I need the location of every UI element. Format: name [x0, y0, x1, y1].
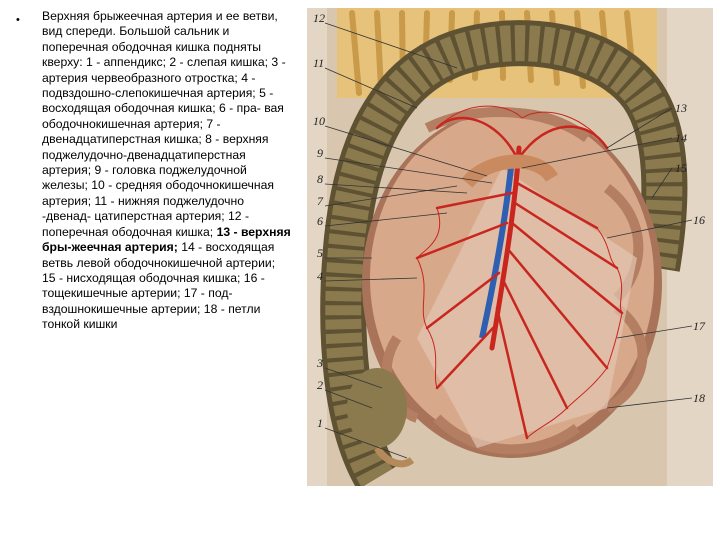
- label-9: 9: [317, 146, 323, 160]
- label-16: 16: [693, 213, 705, 227]
- label-14: 14: [675, 131, 687, 145]
- label-17: 17: [693, 319, 705, 333]
- label-3: 3: [317, 356, 323, 370]
- label-6: 6: [317, 214, 323, 228]
- label-8: 8: [317, 172, 323, 186]
- cecum: [347, 368, 407, 448]
- mesenteric-artery-drawing: [307, 8, 713, 486]
- label-2: 2: [317, 378, 323, 392]
- bullet: •: [16, 14, 20, 26]
- label-4: 4: [317, 269, 323, 283]
- label-15: 15: [675, 161, 687, 175]
- label-18: 18: [693, 391, 705, 405]
- label-12: 12: [313, 11, 325, 25]
- label-1: 1: [317, 416, 323, 430]
- caption-bold-item-13: 13 - верхняя бры-жеечная артерия;: [42, 224, 291, 255]
- figure-caption: [42, 9, 292, 333]
- caption-text-1: Верхняя брыжеечная артерия и ее ветви, вид спереди. Большой сальник и поперечная ободочная кишка подняты кверху: 1 - аппендикс; 2 - слепая кишка; 3 - артерия червеобразного отростка; 4 - подвздошно-слепокишечная артерия; 5 - восходящая ободочная кишка; 6 - пра- вая ободочнокишечная артерия; 7 - двенадцатиперстная кишка; 8 - верхняя поджелудочно-двенадцатиперстная артерия; 9 - головка поджелудочной железы; 10 - средняя ободочнокишечная артерия; 11 - нижняя поджелудочно -двенад- цатиперстная артерия; 12 - поперечная ободочная кишка;: [42, 9, 286, 239]
- label-10: 10: [313, 114, 325, 128]
- label-13: 13: [675, 101, 687, 115]
- anatomy-illustration: [307, 8, 713, 486]
- label-11: 11: [313, 56, 325, 70]
- caption-text-2: 14 - восходящая ветвь левой ободочнокишечной артерии; 15 - нисходящая ободочная кишка; 16 - тощекишечные артерии; 17 - под-вздошнокишечные артерии; 18 - петли тонкой кишки: [42, 240, 276, 332]
- label-7: 7: [317, 194, 323, 208]
- label-5: 5: [317, 246, 323, 260]
